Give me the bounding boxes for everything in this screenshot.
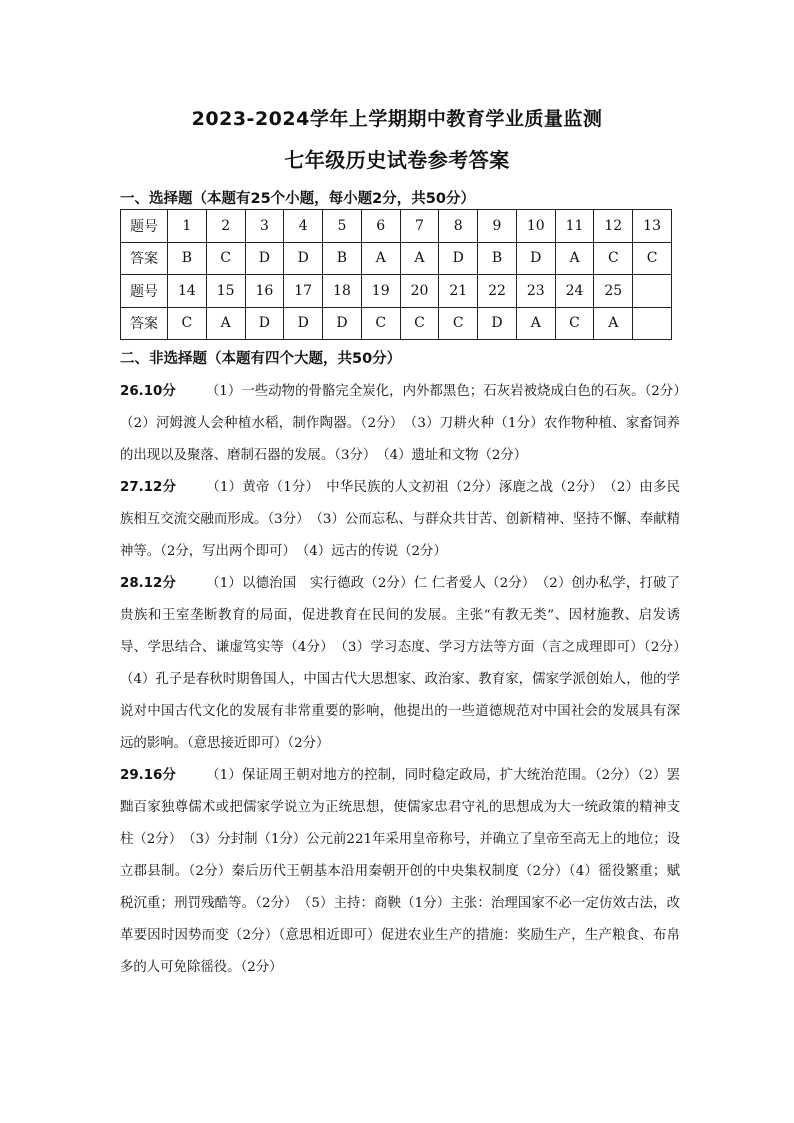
answer-cell: A [400,242,439,275]
answer-cell: A [594,307,633,340]
answer-cell: C [633,242,672,275]
row-label-answer: 答案 [121,242,168,275]
question-number: 17 [284,275,323,308]
question-number: 12 [594,210,633,243]
question-number: 25 [594,275,633,308]
empty-cell [633,307,672,340]
question-number: 18 [323,275,362,308]
empty-cell [633,275,672,308]
answer-cell: D [245,242,284,275]
question-28-answer [120,568,694,760]
answer-cell: D [245,307,284,340]
question-number: 13 [633,210,672,243]
answer-cell: C [168,307,207,340]
answer-text: （1）以德治国 实行德政（2分）仁 仁者爱人（2分） （2）创办私学，打破了贵族和王室垄断教育的局面，促进教育在民间的发展。主张“有教无类”、因材施教、启发诱导、学思结合、谦虚笃实等（4分） （3）学习态度、学习方法等方面（言之成理即可）（2分） （4）孔子是春秋时期鲁国人，中国古代大思想家、政治家、教育家，儒家学派创始人，他的学说对中国古代文化的发展有非常重要的影响，他提出的一些道德规范对中国社会的发展具有深远的影响。（意思接近即可）（2分） [120,576,694,751]
answer-cell: D [516,242,555,275]
question-label: 27.12分 [120,480,177,495]
answer-cell: B [478,242,517,275]
question-number: 22 [478,275,517,308]
question-number: 4 [284,210,323,243]
table-row [121,210,672,243]
exam-title: 2023-2024学年上学期期中教育学业质量监测 [191,108,603,130]
answer-cell: A [361,242,400,275]
row-label-answer: 答案 [121,307,168,340]
table-row [121,275,672,308]
answer-text: （1）保证周王朝对地方的控制，同时稳定政局，扩大统治范围。（2分）（2）罢黜百家独尊儒术或把儒家学说立为正统思想，使儒家忠君守礼的思想成为大一统政策的精神支柱（2分） （3）分封制（1分）公元前221年采用皇帝称号，并确立了皇帝至高无上的地位；设立郡县制。（2分）秦后历代王朝基本沿用秦朝开创的中央集权制度（2分）（4）徭役繁重；赋税沉重；刑罚残酷等。（2分） （5）主持：商鞅（1分）主张：治理国家不必一定仿效古法，改革要因时因势而变（2分）（意思相近即可）促进农业生产的措施：奖励生产，生产粮食、布帛多的人可免除徭役。（2分） [120,768,681,975]
question-number: 20 [400,275,439,308]
answer-cell: A [555,242,594,275]
answer-cell: D [478,307,517,340]
question-number: 5 [323,210,362,243]
question-number: 1 [168,210,207,243]
question-number: 23 [516,275,555,308]
question-number: 19 [361,275,400,308]
answer-cell: A [206,307,245,340]
answer-cell: C [555,307,594,340]
question-number: 3 [245,210,284,243]
question-27-answer [120,472,680,568]
answer-cell: A [516,307,555,340]
question-number: 21 [439,275,478,308]
question-29-answer [120,760,680,984]
row-label-number: 题号 [121,275,168,308]
answer-cell: D [323,307,362,340]
question-number: 14 [168,275,207,308]
answer-cell: C [400,307,439,340]
question-number: 24 [555,275,594,308]
answer-text: （1）黄帝（1分） 中华民族的人文初祖（2分）涿鹿之战（2分） （2）由多民族相互交流交融而形成。（3分） （3）公而忘私、与群众共甘苦、创新精神、坚持不懈、奉献精神等。（2分，写出两个即可） （4）远古的传说（2分） [120,480,681,559]
question-number: 16 [245,275,284,308]
answer-key-title: 七年级历史试卷参考答案 [284,148,510,172]
multiple-choice-answer-table [120,209,672,340]
question-label: 26.10分 [120,384,176,399]
answer-cell: C [206,242,245,275]
question-label: 28.12分 [120,576,177,591]
row-label-number: 题号 [121,210,168,243]
question-number: 7 [400,210,439,243]
table-row [121,242,672,275]
answer-cell: D [439,242,478,275]
section-2-heading: 二、非选择题（本题有四个大题，共50分） [120,351,402,367]
question-number: 15 [206,275,245,308]
question-number: 9 [478,210,517,243]
answer-cell: C [594,242,633,275]
table-row [121,307,672,340]
question-number: 10 [516,210,555,243]
answer-cell: B [323,242,362,275]
answer-cell: D [284,242,323,275]
question-number: 2 [206,210,245,243]
non-choice-answers [120,376,694,984]
question-26-answer [120,376,680,472]
question-label: 29.16分 [120,768,177,783]
question-number: 11 [555,210,594,243]
answer-cell: C [439,307,478,340]
question-number: 8 [439,210,478,243]
question-number: 6 [361,210,400,243]
answer-cell: D [284,307,323,340]
answer-cell: B [168,242,207,275]
answer-text: （1）一些动物的骨骼完全炭化，内外都黑色；石灰岩被烧成白色的石灰。（2分）（2）河姆渡人会种植水稻，制作陶器。（2分） （3）刀耕火种（1分）农作物种植、家畜饲养的出现以及聚落、磨制石器的发展。（3分） （4）遗址和文物（2分） [120,384,681,463]
answer-cell: C [361,307,400,340]
section-1-heading: 一、选择题（本题有25个小题，每小题2分，共50分） [120,191,475,207]
